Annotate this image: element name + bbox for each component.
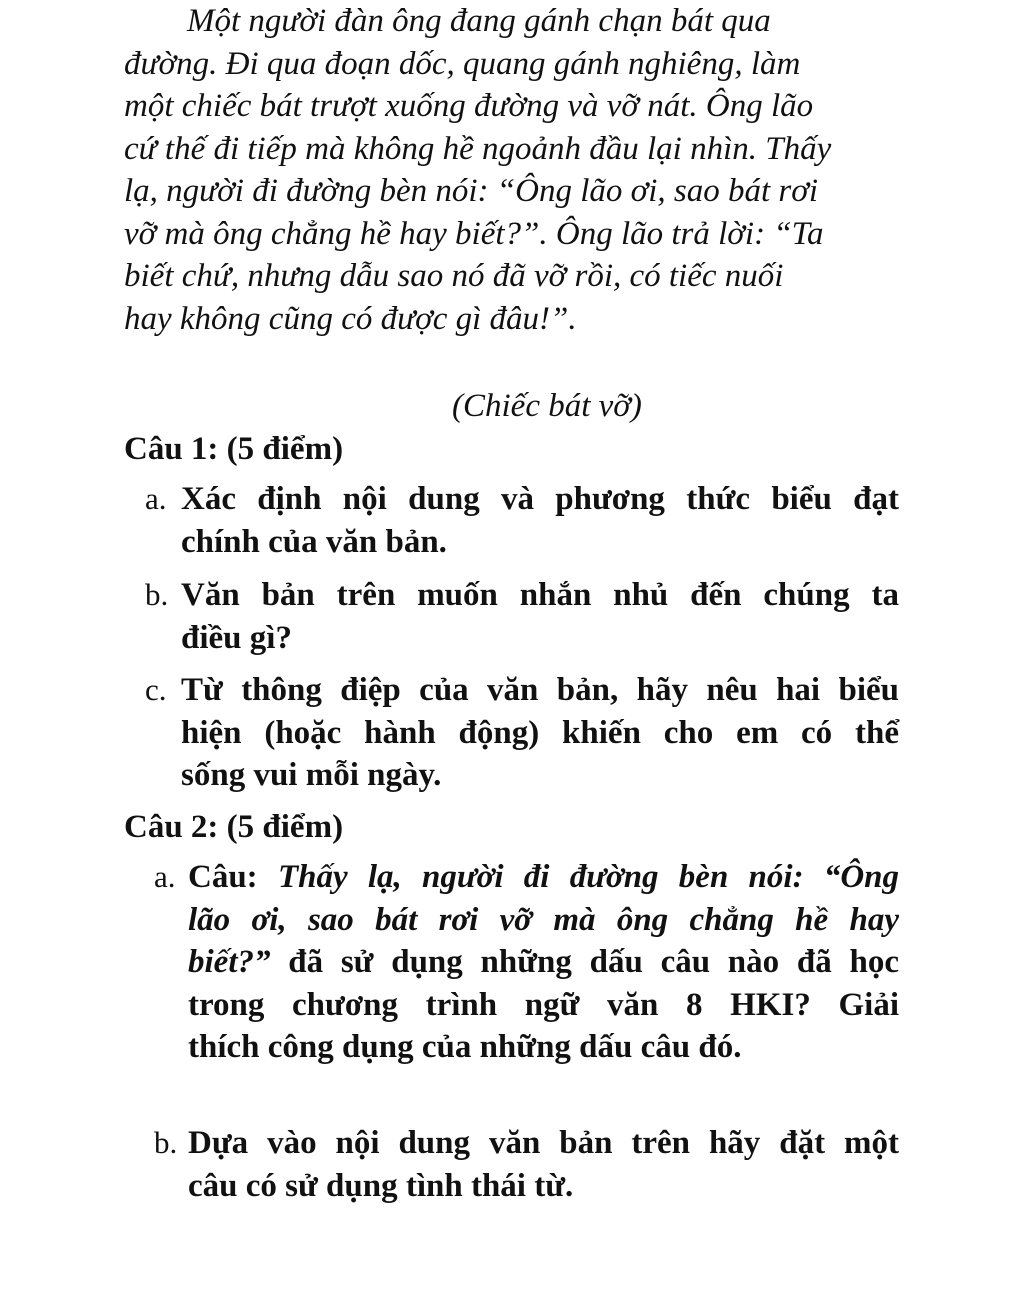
question-2-item-a — [154, 856, 900, 1069]
item-line: trong chương trình ngữ văn 8 HKI? Giải — [188, 986, 899, 1023]
item-line: sống vui mỗi ngày. — [181, 757, 442, 793]
passage-line: biết chứ, nhưng dẫu sao nó đã vỡ rồi, có tiếc nuối — [124, 258, 784, 294]
item-marker: a. — [154, 859, 176, 894]
item-line — [188, 899, 899, 942]
item-line: hiện (hoặc hành động) khiến cho em có thể — [181, 714, 899, 751]
item-line: biết?” đã sử dụng những dấu câu nào đã học — [188, 944, 899, 980]
passage-source: (Chiếc bát vỡ) — [452, 388, 642, 424]
item-line — [188, 856, 899, 899]
quoted-sentence: Thấy lạ, người đi đường bèn nói: “Ông — [277, 859, 900, 895]
question-2-item-b — [154, 1122, 899, 1207]
item-marker: a. — [145, 481, 167, 516]
question-1-item-c — [145, 669, 899, 797]
item-line: Từ thông điệp của văn bản, hãy nêu hai biểu — [181, 672, 899, 708]
story-passage — [124, 0, 914, 340]
passage-line: vỡ mà ông chẳng hề hay biết?”. Ông lão trả lời: “Ta — [124, 215, 824, 252]
item-line: Văn bản trên muốn nhắn nhủ đến chúng ta — [181, 577, 899, 613]
item-line: Dựa vào nội dung văn bản trên hãy đặt một — [188, 1125, 899, 1161]
passage-line: hay không cũng có được gì đâu!”. — [124, 300, 577, 337]
passage-line: một chiếc bát trượt xuống đường và vỡ nát. Ông lão — [124, 88, 814, 124]
quoted-sentence: lão ơi, sao bát rơi vỡ mà ông chẳng hề hay — [188, 901, 899, 938]
item-line: thích công dụng của những dấu câu đó. — [188, 1029, 742, 1065]
question-1-item-a — [145, 478, 899, 563]
item-marker: b. — [145, 577, 169, 612]
question-1-heading: Câu 1: (5 điểm) — [124, 431, 344, 467]
item-line: Xác định nội dung và phương thức biểu đạt — [181, 481, 899, 517]
item-line: chính của văn bản. — [181, 523, 447, 560]
question-1-item-b — [145, 574, 899, 659]
item-marker: b. — [154, 1125, 178, 1160]
item-line: điều gì? — [181, 619, 292, 656]
passage-line: lạ, người đi đường bèn nói: “Ông lão ơi, sao bát rơi — [124, 173, 819, 209]
item-line: câu có sử dụng tình thái từ. — [188, 1167, 574, 1204]
quoted-sentence: biết?” — [188, 944, 271, 980]
question-2-heading: Câu 2: (5 điểm) — [124, 809, 344, 845]
item-marker: c. — [145, 672, 167, 707]
passage-line: cứ thế đi tiếp mà không hề ngoảnh đầu lại nhìn. Thấy — [124, 130, 832, 167]
passage-line: Một người đàn ông đang gánh chạn bát qua — [187, 3, 771, 39]
item-prefix: Câu: — [188, 859, 258, 895]
passage-line: đường. Đi qua đoạn dốc, quang gánh nghiêng, làm — [124, 45, 801, 82]
